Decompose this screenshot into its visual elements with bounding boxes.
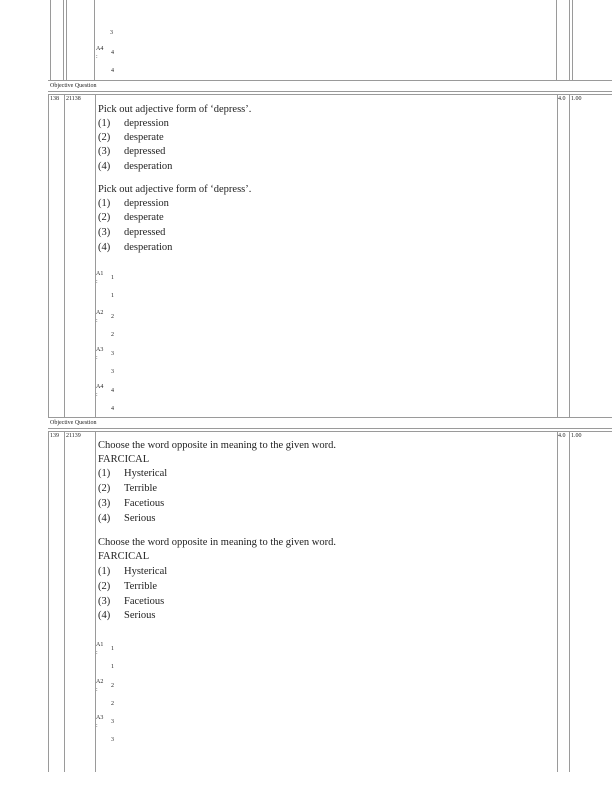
option-3-repeat: (3) depressed bbox=[98, 227, 166, 238]
question-text: Pick out adjective form of ‘depress’. bbox=[98, 104, 252, 115]
question-id: 21139 bbox=[66, 433, 81, 439]
answer-label: A3 bbox=[96, 715, 104, 721]
answer-value: 3 bbox=[110, 30, 113, 36]
question-marks: 4.0 bbox=[558, 96, 566, 102]
answer-value: 1 bbox=[111, 646, 114, 652]
option-2-repeat: (2) Terrible bbox=[98, 581, 158, 592]
answer-value: 1 bbox=[111, 293, 114, 299]
answer-value: 4 bbox=[111, 68, 114, 74]
option-1-repeat: (1) depression bbox=[98, 198, 169, 209]
question-marks: 4.0 bbox=[558, 433, 566, 439]
question-text-repeat: Choose the word opposite in meaning to the given word. bbox=[98, 537, 336, 548]
option-4: (4) Serious bbox=[98, 513, 156, 524]
question-type-label: Objective Question bbox=[50, 83, 97, 89]
question-text-repeat: Pick out adjective form of ‘depress’. bbox=[98, 184, 252, 195]
question-serial: 139 bbox=[50, 433, 59, 439]
answer-colon: : bbox=[96, 318, 98, 324]
answer-colon: : bbox=[96, 687, 98, 693]
option-3-repeat: (3) Facetious bbox=[98, 596, 165, 607]
answer-label: A2 bbox=[96, 310, 104, 316]
question-word: FARCICAL bbox=[98, 454, 150, 465]
answer-value: 3 bbox=[111, 369, 114, 375]
option-2: (2) Terrible bbox=[98, 483, 158, 494]
question-text: Choose the word opposite in meaning to the given word. bbox=[98, 440, 336, 451]
question-body bbox=[95, 94, 558, 418]
option-4-repeat: (4) Serious bbox=[98, 610, 156, 621]
answer-value: 3 bbox=[111, 351, 114, 357]
answer-colon: : bbox=[96, 650, 98, 656]
answer-value: 3 bbox=[111, 737, 114, 743]
answer-value: 1 bbox=[111, 275, 114, 281]
answer-colon: : bbox=[96, 392, 98, 398]
answer-colon: : bbox=[96, 279, 98, 285]
answer-value: 2 bbox=[111, 314, 114, 320]
option-2-repeat: (2) desperate bbox=[98, 212, 164, 223]
answer-colon: : bbox=[96, 355, 98, 361]
answer-label: A2 bbox=[96, 679, 104, 685]
answer-colon: : bbox=[96, 723, 98, 729]
question-header bbox=[48, 417, 612, 429]
answer-label: A1 bbox=[96, 642, 104, 648]
answer-value: 2 bbox=[111, 332, 114, 338]
answer-value: 2 bbox=[111, 701, 114, 707]
answer-value: 4 bbox=[111, 388, 114, 394]
answer-value: 1 bbox=[111, 664, 114, 670]
question-body bbox=[95, 431, 558, 772]
question-header bbox=[48, 80, 612, 92]
option-1: (1) Hysterical bbox=[98, 468, 168, 479]
answer-label: A3 bbox=[96, 347, 104, 353]
answer-colon: : bbox=[96, 54, 98, 60]
answer-label: A4 bbox=[96, 46, 104, 52]
option-3: (3) Facetious bbox=[98, 498, 165, 509]
question-negative-marks: 1.00 bbox=[571, 433, 582, 439]
answer-value: 4 bbox=[111, 50, 114, 56]
question-id: 21138 bbox=[66, 96, 81, 102]
question-negative-marks: 1.00 bbox=[571, 96, 582, 102]
option-1-repeat: (1) Hysterical bbox=[98, 566, 168, 577]
question-word-repeat: FARCICAL bbox=[98, 551, 150, 562]
option-3: (3) depressed bbox=[98, 146, 166, 157]
question-type-label: Objective Question bbox=[50, 420, 97, 426]
answer-label: A4 bbox=[96, 384, 104, 390]
option-1: (1) depression bbox=[98, 118, 169, 129]
option-4: (4) desperation bbox=[98, 161, 173, 172]
option-2: (2) desperate bbox=[98, 132, 164, 143]
answer-label: A1 bbox=[96, 271, 104, 277]
answer-value: 2 bbox=[111, 683, 114, 689]
question-serial: 138 bbox=[50, 96, 59, 102]
answer-value: 4 bbox=[111, 406, 114, 412]
answer-value: 3 bbox=[111, 719, 114, 725]
option-4-repeat: (4) desperation bbox=[98, 242, 173, 253]
